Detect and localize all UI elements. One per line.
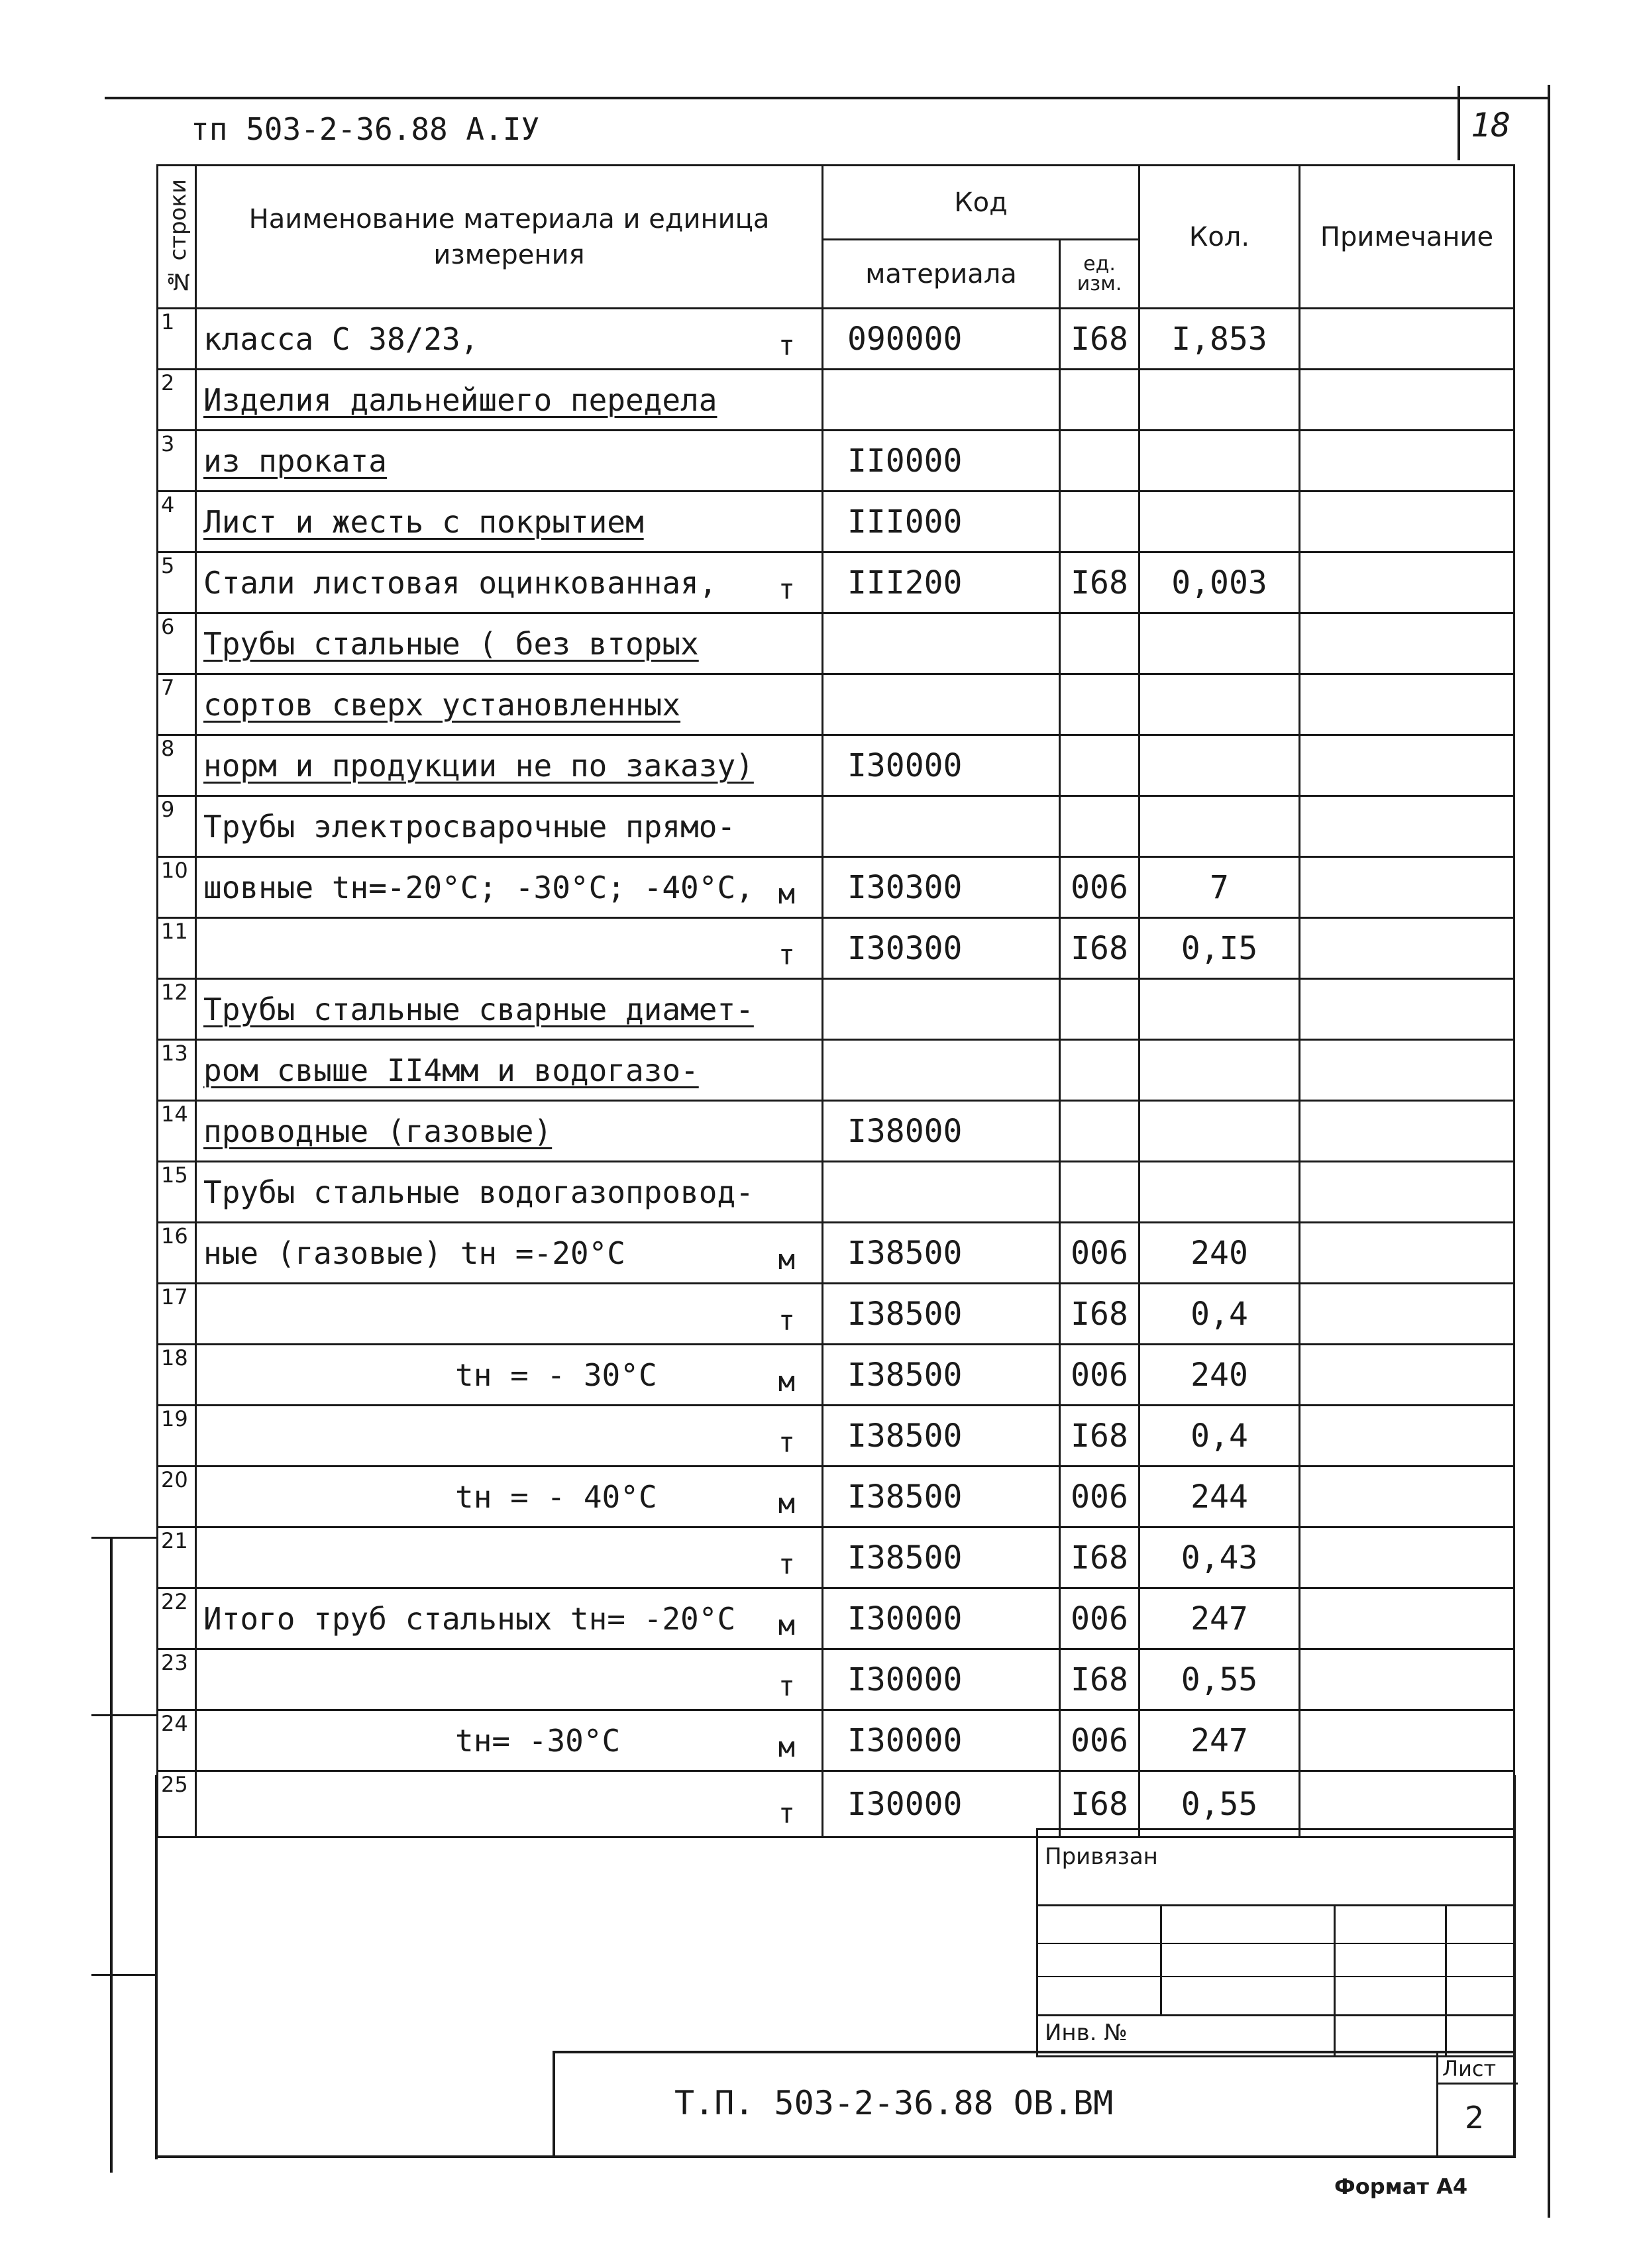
material-name-cell: [196, 1710, 823, 1771]
unit-of-measure: м: [778, 1487, 795, 1520]
quantity: 0,43: [1140, 1527, 1300, 1588]
material-name-cell: [196, 1771, 823, 1837]
table-row: [158, 431, 1514, 491]
material-name: сортов сверх установленных: [203, 686, 681, 723]
sheet-number: 18: [1471, 106, 1511, 144]
unit-code: I68: [1060, 1649, 1140, 1710]
material-code: I30300: [823, 857, 1060, 918]
col-note-header: Примечание: [1300, 166, 1514, 309]
binding-tick-3: [91, 1974, 158, 1976]
table-row: [158, 1771, 1514, 1837]
table-row: [158, 918, 1514, 979]
material-code: I38500: [823, 1406, 1060, 1467]
stamp-line-4: [1038, 2014, 1515, 2016]
unit-of-measure: м: [778, 1243, 795, 1276]
note-cell: [1300, 1284, 1514, 1345]
row-number: 21: [158, 1527, 196, 1588]
row-number: 20: [158, 1467, 196, 1527]
row-number: 3: [158, 431, 196, 491]
material-name-cell: [196, 491, 823, 552]
row-number: 13: [158, 1040, 196, 1101]
row-number: 10: [158, 857, 196, 918]
note-cell: [1300, 309, 1514, 370]
material-name: класса С 38/23,: [203, 321, 479, 357]
row-number: 2: [158, 370, 196, 431]
material-code: I38500: [823, 1345, 1060, 1406]
note-cell: [1300, 1710, 1514, 1771]
quantity: [1140, 1162, 1300, 1223]
col-unit-code-header: ед. изм.: [1060, 240, 1140, 309]
material-code: [823, 1162, 1060, 1223]
material-code: I30000: [823, 735, 1060, 796]
quantity: 247: [1140, 1710, 1300, 1771]
unit-code: [1060, 674, 1140, 735]
quantity: 7: [1140, 857, 1300, 918]
table-row: [158, 674, 1514, 735]
table-row: [158, 309, 1514, 370]
title-block: [553, 2051, 1516, 2158]
row-number: 19: [158, 1406, 196, 1467]
format-label: Формат А4: [1334, 2174, 1468, 2199]
material-code: II0000: [823, 431, 1060, 491]
table-row: [158, 1406, 1514, 1467]
table-row: [158, 735, 1514, 796]
list-box: [1436, 2053, 1518, 2158]
unit-code: [1060, 613, 1140, 674]
material-name-cell: [196, 857, 823, 918]
table-row: [158, 1527, 1514, 1588]
material-name: ные (газовые) tн =-20°С: [203, 1235, 625, 1271]
unit-code: I68: [1060, 1527, 1140, 1588]
row-number: 4: [158, 491, 196, 552]
stamp-vline-1: [1160, 1904, 1162, 2014]
note-cell: [1300, 735, 1514, 796]
row-number: 22: [158, 1588, 196, 1649]
stamp-line-2: [1038, 1943, 1515, 1944]
unit-code: I68: [1060, 918, 1140, 979]
table-row: [158, 1162, 1514, 1223]
material-name: Трубы стальные ( без вторых: [203, 625, 699, 662]
material-code: 090000: [823, 309, 1060, 370]
note-cell: [1300, 613, 1514, 674]
material-name-cell: [196, 1040, 823, 1101]
unit-of-measure: т: [778, 1797, 795, 1830]
left-binding-line: [110, 1537, 113, 2173]
material-code: I38500: [823, 1284, 1060, 1345]
material-name-cell: [196, 735, 823, 796]
quantity: [1140, 370, 1300, 431]
material-code: I30300: [823, 918, 1060, 979]
quantity: 240: [1140, 1223, 1300, 1284]
stamp-vline-3: [1445, 1904, 1447, 2055]
quantity: 0,003: [1140, 552, 1300, 613]
unit-of-measure: т: [778, 573, 795, 605]
unit-code: I68: [1060, 1284, 1140, 1345]
material-name: tн= -30°С: [455, 1722, 621, 1759]
list-divider: [1438, 2083, 1518, 2085]
note-cell: [1300, 979, 1514, 1040]
unit-of-measure: т: [778, 1548, 795, 1580]
table-row: [158, 1588, 1514, 1649]
col-qty-header: Кол.: [1140, 166, 1300, 309]
note-cell: [1300, 1223, 1514, 1284]
material-name: Лист и жесть с покрытием: [203, 503, 644, 540]
stamp-line-3: [1038, 1976, 1515, 1977]
quantity: 0,55: [1140, 1771, 1300, 1837]
table-row: [158, 491, 1514, 552]
material-code: [823, 1040, 1060, 1101]
material-name-cell: [196, 918, 823, 979]
quantity: [1140, 979, 1300, 1040]
material-code: [823, 613, 1060, 674]
material-name: шовные tн=-20°С; -30°С; -40°С,: [203, 869, 754, 905]
material-name-cell: [196, 1284, 823, 1345]
row-number: 14: [158, 1101, 196, 1162]
row-number: 7: [158, 674, 196, 735]
quantity: [1140, 735, 1300, 796]
table-row: [158, 1345, 1514, 1406]
row-number: 18: [158, 1345, 196, 1406]
note-cell: [1300, 1040, 1514, 1101]
quantity: [1140, 613, 1300, 674]
row-number: 15: [158, 1162, 196, 1223]
note-cell: [1300, 1101, 1514, 1162]
unit-code: [1060, 1162, 1140, 1223]
material-name-cell: [196, 613, 823, 674]
inv-no-label: Инв. №: [1045, 2020, 1128, 2046]
unit-code: I68: [1060, 1771, 1140, 1837]
material-name-cell: [196, 1345, 823, 1406]
table-row: [158, 370, 1514, 431]
material-name: норм и продукции не по заказу): [203, 747, 754, 784]
row-number: 16: [158, 1223, 196, 1284]
binding-tick-2: [91, 1714, 158, 1716]
table-row: [158, 552, 1514, 613]
table-row: [158, 857, 1514, 918]
material-name-cell: [196, 674, 823, 735]
unit-code: 006: [1060, 857, 1140, 918]
unit-code: 006: [1060, 1588, 1140, 1649]
quantity: 244: [1140, 1467, 1300, 1527]
unit-code: I68: [1060, 552, 1140, 613]
unit-of-measure: т: [778, 1670, 795, 1702]
note-cell: [1300, 1588, 1514, 1649]
material-name: Трубы электросварочные прямо-: [203, 808, 736, 845]
row-number: 9: [158, 796, 196, 857]
row-number: 23: [158, 1649, 196, 1710]
material-code: III000: [823, 491, 1060, 552]
quantity: 0,55: [1140, 1649, 1300, 1710]
row-number: 12: [158, 979, 196, 1040]
quantity: [1140, 674, 1300, 735]
unit-code: [1060, 1101, 1140, 1162]
document-number: Т.П. 503-2-36.88 ОВ.ВМ: [674, 2084, 1114, 2122]
unit-code: I68: [1060, 309, 1140, 370]
col-material-code-header: материала: [823, 240, 1060, 309]
unit-code: [1060, 979, 1140, 1040]
unit-code: 006: [1060, 1345, 1140, 1406]
unit-of-measure: т: [778, 1304, 795, 1337]
material-name-cell: [196, 979, 823, 1040]
unit-code: [1060, 735, 1140, 796]
material-name-cell: [196, 431, 823, 491]
unit-of-measure: м: [778, 878, 795, 910]
material-name: Стали листовая оцинкованная,: [203, 564, 717, 601]
material-name: ром свыше II4мм и водогазо-: [203, 1052, 699, 1088]
unit-code: I68: [1060, 1406, 1140, 1467]
unit-code: [1060, 796, 1140, 857]
quantity: [1140, 1040, 1300, 1101]
note-cell: [1300, 1467, 1514, 1527]
unit-code: [1060, 491, 1140, 552]
unit-of-measure: м: [778, 1609, 795, 1641]
note-cell: [1300, 1345, 1514, 1406]
material-name: Трубы стальные водогазопровод-: [203, 1174, 754, 1210]
unit-of-measure: м: [778, 1365, 795, 1398]
right-page-border: [1548, 85, 1550, 2218]
stamp-vline-2: [1334, 1904, 1336, 2055]
material-code: I30000: [823, 1649, 1060, 1710]
material-name-cell: [196, 1527, 823, 1588]
material-name-cell: [196, 796, 823, 857]
frame-left: [155, 1775, 158, 2159]
unit-code: [1060, 1040, 1140, 1101]
binding-tick-1: [91, 1537, 158, 1539]
unit-code: [1060, 431, 1140, 491]
table-row: [158, 1467, 1514, 1527]
table-row: [158, 1284, 1514, 1345]
header-code: тп 503-2-36.88 А.ІУ: [191, 111, 540, 147]
quantity: 0,4: [1140, 1406, 1300, 1467]
material-code: [823, 979, 1060, 1040]
quantity: 0,4: [1140, 1284, 1300, 1345]
table-row: [158, 979, 1514, 1040]
table-body: [158, 309, 1514, 1837]
table-row: [158, 1710, 1514, 1771]
material-name-cell: [196, 1406, 823, 1467]
quantity: 240: [1140, 1345, 1300, 1406]
unit-code: 006: [1060, 1467, 1140, 1527]
material-name-cell: [196, 370, 823, 431]
quantity: [1140, 796, 1300, 857]
row-number: 5: [158, 552, 196, 613]
quantity: 247: [1140, 1588, 1300, 1649]
quantity: [1140, 491, 1300, 552]
col-rownum-header: № строки: [158, 166, 196, 309]
material-name: Изделия дальнейшего передела: [203, 382, 717, 418]
material-code: I30000: [823, 1710, 1060, 1771]
table-row: [158, 1040, 1514, 1101]
table-row: [158, 796, 1514, 857]
list-label: Лист: [1442, 2056, 1497, 2081]
materials-table: [156, 164, 1515, 1838]
row-number: 24: [158, 1710, 196, 1771]
row-number: 25: [158, 1771, 196, 1837]
quantity: I,853: [1140, 309, 1300, 370]
quantity: [1140, 1101, 1300, 1162]
table-row: [158, 1223, 1514, 1284]
material-code: I30000: [823, 1588, 1060, 1649]
table-row: [158, 1101, 1514, 1162]
unit-of-measure: м: [778, 1731, 795, 1763]
material-code: [823, 796, 1060, 857]
material-name-cell: [196, 309, 823, 370]
material-code: I38500: [823, 1467, 1060, 1527]
material-code: [823, 674, 1060, 735]
top-rule: [105, 97, 1550, 99]
material-code: I38500: [823, 1223, 1060, 1284]
material-name: tн = - 40°С: [455, 1478, 657, 1515]
material-code: [823, 370, 1060, 431]
note-cell: [1300, 552, 1514, 613]
material-name-cell: [196, 1162, 823, 1223]
note-cell: [1300, 796, 1514, 857]
material-name: из проката: [203, 442, 387, 479]
unit-code: [1060, 370, 1140, 431]
note-cell: [1300, 1527, 1514, 1588]
material-code: I30000: [823, 1771, 1060, 1837]
note-cell: [1300, 491, 1514, 552]
material-code: I38500: [823, 1527, 1060, 1588]
row-number: 1: [158, 309, 196, 370]
material-name-cell: [196, 1223, 823, 1284]
unit-of-measure: т: [778, 939, 795, 971]
col-code-header: Код: [823, 166, 1140, 240]
note-cell: [1300, 1771, 1514, 1837]
table-row: [158, 613, 1514, 674]
note-cell: [1300, 674, 1514, 735]
privyazan-block: [1036, 1828, 1515, 2057]
material-name: tн = - 30°С: [455, 1357, 657, 1393]
note-cell: [1300, 918, 1514, 979]
unit-of-measure: т: [778, 329, 795, 362]
material-name-cell: [196, 1467, 823, 1527]
list-value: 2: [1465, 2100, 1485, 2136]
row-number: 11: [158, 918, 196, 979]
unit-code: 006: [1060, 1710, 1140, 1771]
row-number: 8: [158, 735, 196, 796]
row-number: 17: [158, 1284, 196, 1345]
stamp-line-1: [1038, 1904, 1515, 1906]
note-cell: [1300, 1649, 1514, 1710]
material-name-cell: [196, 1588, 823, 1649]
material-code: III200: [823, 552, 1060, 613]
row-number: 6: [158, 613, 196, 674]
material-name: проводные (газовые): [203, 1113, 553, 1149]
note-cell: [1300, 431, 1514, 491]
privyazan-label: Привязан: [1045, 1843, 1158, 1870]
material-name-cell: [196, 552, 823, 613]
sheet-box-divider: [1458, 86, 1460, 160]
material-name: Трубы стальные сварные диамет-: [203, 991, 754, 1027]
quantity: [1140, 431, 1300, 491]
quantity: 0,I5: [1140, 918, 1300, 979]
unit-code: 006: [1060, 1223, 1140, 1284]
material-code: I38000: [823, 1101, 1060, 1162]
note-cell: [1300, 1406, 1514, 1467]
col-name-header: Наименование материала и единица измерения: [196, 166, 823, 309]
material-name-cell: [196, 1649, 823, 1710]
material-name: Итого труб стальных tн= -20°С: [203, 1600, 736, 1637]
note-cell: [1300, 370, 1514, 431]
table-row: [158, 1649, 1514, 1710]
note-cell: [1300, 1162, 1514, 1223]
unit-of-measure: т: [778, 1426, 795, 1459]
material-name-cell: [196, 1101, 823, 1162]
note-cell: [1300, 857, 1514, 918]
